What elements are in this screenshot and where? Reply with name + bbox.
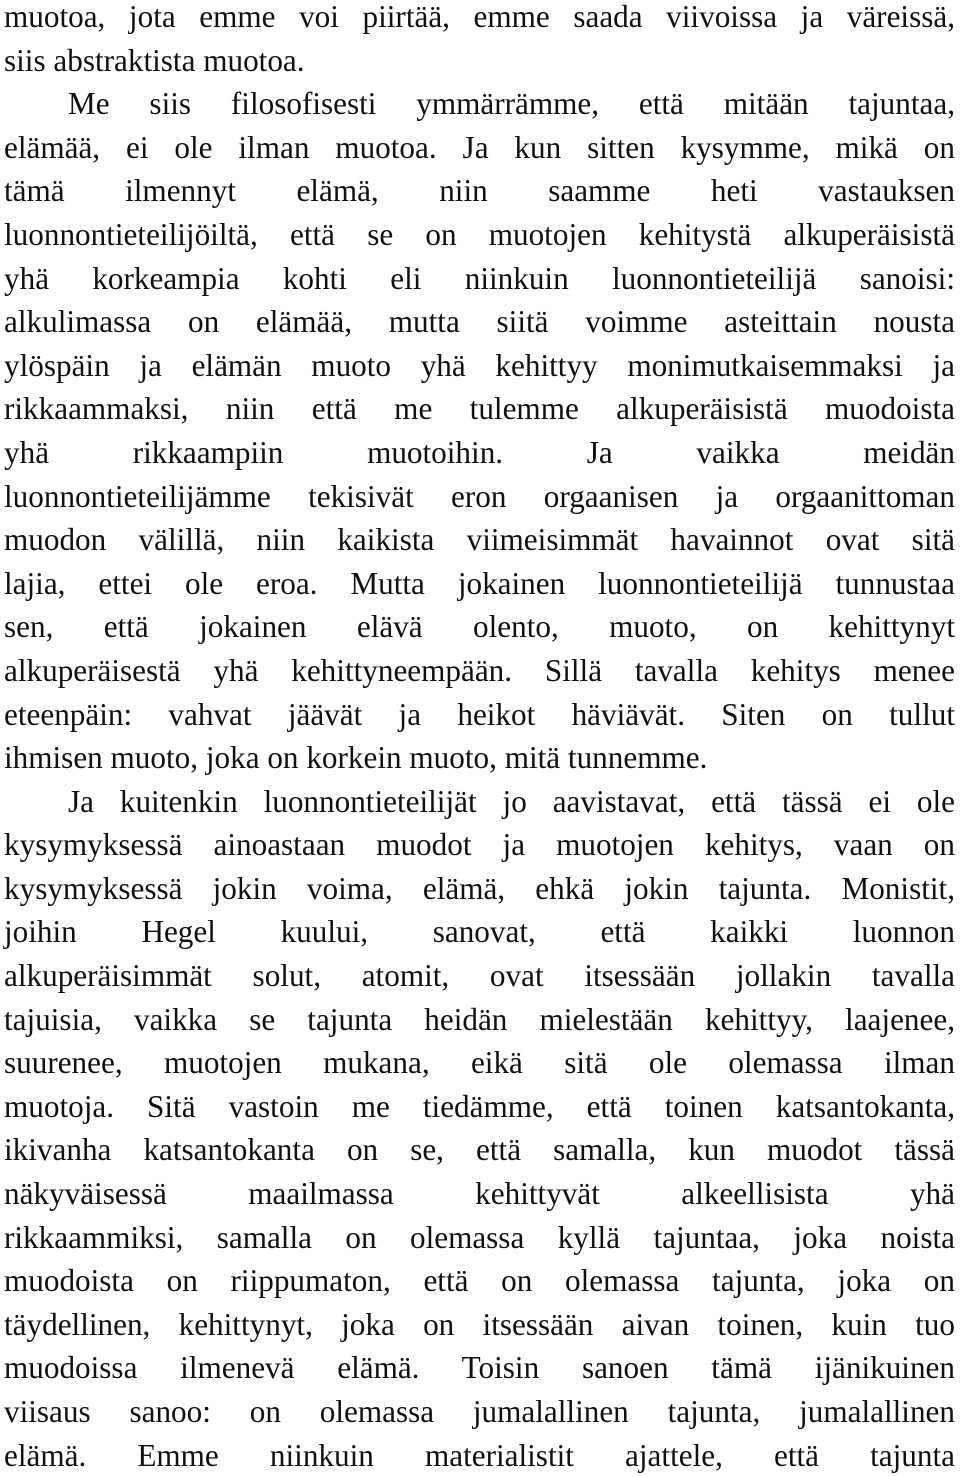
text-line: kysymyksessä jokin voima, elämä, ehkä jokin tajunta. Monistit, bbox=[4, 870, 955, 906]
text-line: suurenee, muotojen mukana, eikä sitä ole olemassa ilman bbox=[4, 1045, 955, 1081]
text-line: alkulimassa on elämää, mutta siitä voimme asteittain nousta bbox=[4, 304, 955, 340]
text-line: tajuisia, vaikka se tajunta heidän mielestään kehittyy, laajenee, bbox=[4, 1001, 955, 1037]
text-line: sen, että jokainen elävä olento, muoto, on kehittynyt bbox=[4, 609, 955, 645]
text-line: muodoissa ilmenevä elämä. Toisin sanoen tämä ijänikuinen bbox=[4, 1350, 955, 1386]
text-line: tämä ilmennyt elämä, niin saamme heti vastauksen bbox=[4, 173, 955, 209]
text-line: lajia, ettei ole eroa. Mutta jokainen luonnontieteilijä tunnustaa bbox=[4, 565, 955, 601]
text-line: eteenpäin: vahvat jäävät ja heikot häviävät. Siten on tullut bbox=[4, 696, 955, 732]
text-line: muotoja. Sitä vastoin me tiedämme, että toinen katsantokanta, bbox=[4, 1088, 955, 1124]
text-line: muodoista on riippumaton, että on olemassa tajunta, joka on bbox=[4, 1263, 955, 1299]
text-line: Ja kuitenkin luonnontieteilijät jo aavistavat, että tässä ei ole bbox=[68, 783, 955, 819]
text-line: kysymyksessä ainoastaan muodot ja muotojen kehitys, vaan on bbox=[4, 827, 955, 863]
text-line: alkuperäisimmät solut, atomit, ovat itsessään jollakin tavalla bbox=[4, 958, 955, 994]
document-page bbox=[4, 0, 955, 1477]
text-line: yhä rikkaampiin muotoihin. Ja vaikka meidän bbox=[4, 434, 955, 470]
text-line: ikivanha katsantokanta on se, että samalla, kun muodot tässä bbox=[4, 1132, 955, 1168]
text-line: viisaus sanoo: on olemassa jumalallinen tajunta, jumalallinen bbox=[4, 1394, 955, 1429]
text-line: rikkaammiksi, samalla on olemassa kyllä tajuntaa, joka noista bbox=[4, 1219, 955, 1255]
text-line: näkyväisessä maailmassa kehittyvät alkeellisista yhä bbox=[4, 1176, 955, 1212]
text-line: elämää, ei ole ilman muotoa. Ja kun sitten kysymme, mikä on bbox=[4, 129, 955, 165]
text-line: muotoa, jota emme voi piirtää, emme saada viivoissa ja väreissä, bbox=[4, 0, 955, 34]
text-line: yhä korkeampia kohti eli niinkuin luonnontieteilijä sanoisi: bbox=[4, 260, 955, 296]
text-line: ihmisen muoto, joka on korkein muoto, mitä tunnemme. bbox=[4, 740, 708, 776]
text-line: joihin Hegel kuului, sanovat, että kaikki luonnon bbox=[4, 914, 955, 950]
text-line: täydellinen, kehittynyt, joka on itsessään aivan toinen, kuin tuo bbox=[4, 1306, 955, 1342]
text-line: rikkaammaksi, niin että me tulemme alkuperäisistä muodoista bbox=[4, 391, 955, 427]
text-line: luonnontieteilijöiltä, että se on muotojen kehitystä alkuperäisistä bbox=[4, 216, 955, 252]
text-line: alkuperäisestä yhä kehittyneempään. Sillä tavalla kehitys menee bbox=[4, 652, 955, 688]
text-line: ylöspäin ja elämän muoto yhä kehittyy monimutkaisemmaksi ja bbox=[4, 347, 955, 383]
text-line: muodon välillä, niin kaikista viimeisimmät havainnot ovat sitä bbox=[4, 522, 955, 558]
text-line: Me siis filosofisesti ymmärrämme, että mitään tajuntaa, bbox=[68, 86, 955, 122]
text-line: luonnontieteilijämme tekisivät eron orgaanisen ja orgaanittoman bbox=[4, 478, 955, 514]
text-line: siis abstraktista muotoa. bbox=[4, 42, 305, 78]
text-line: elämä. Emme niinkuin materialistit ajattele, että tajunta bbox=[4, 1437, 955, 1473]
